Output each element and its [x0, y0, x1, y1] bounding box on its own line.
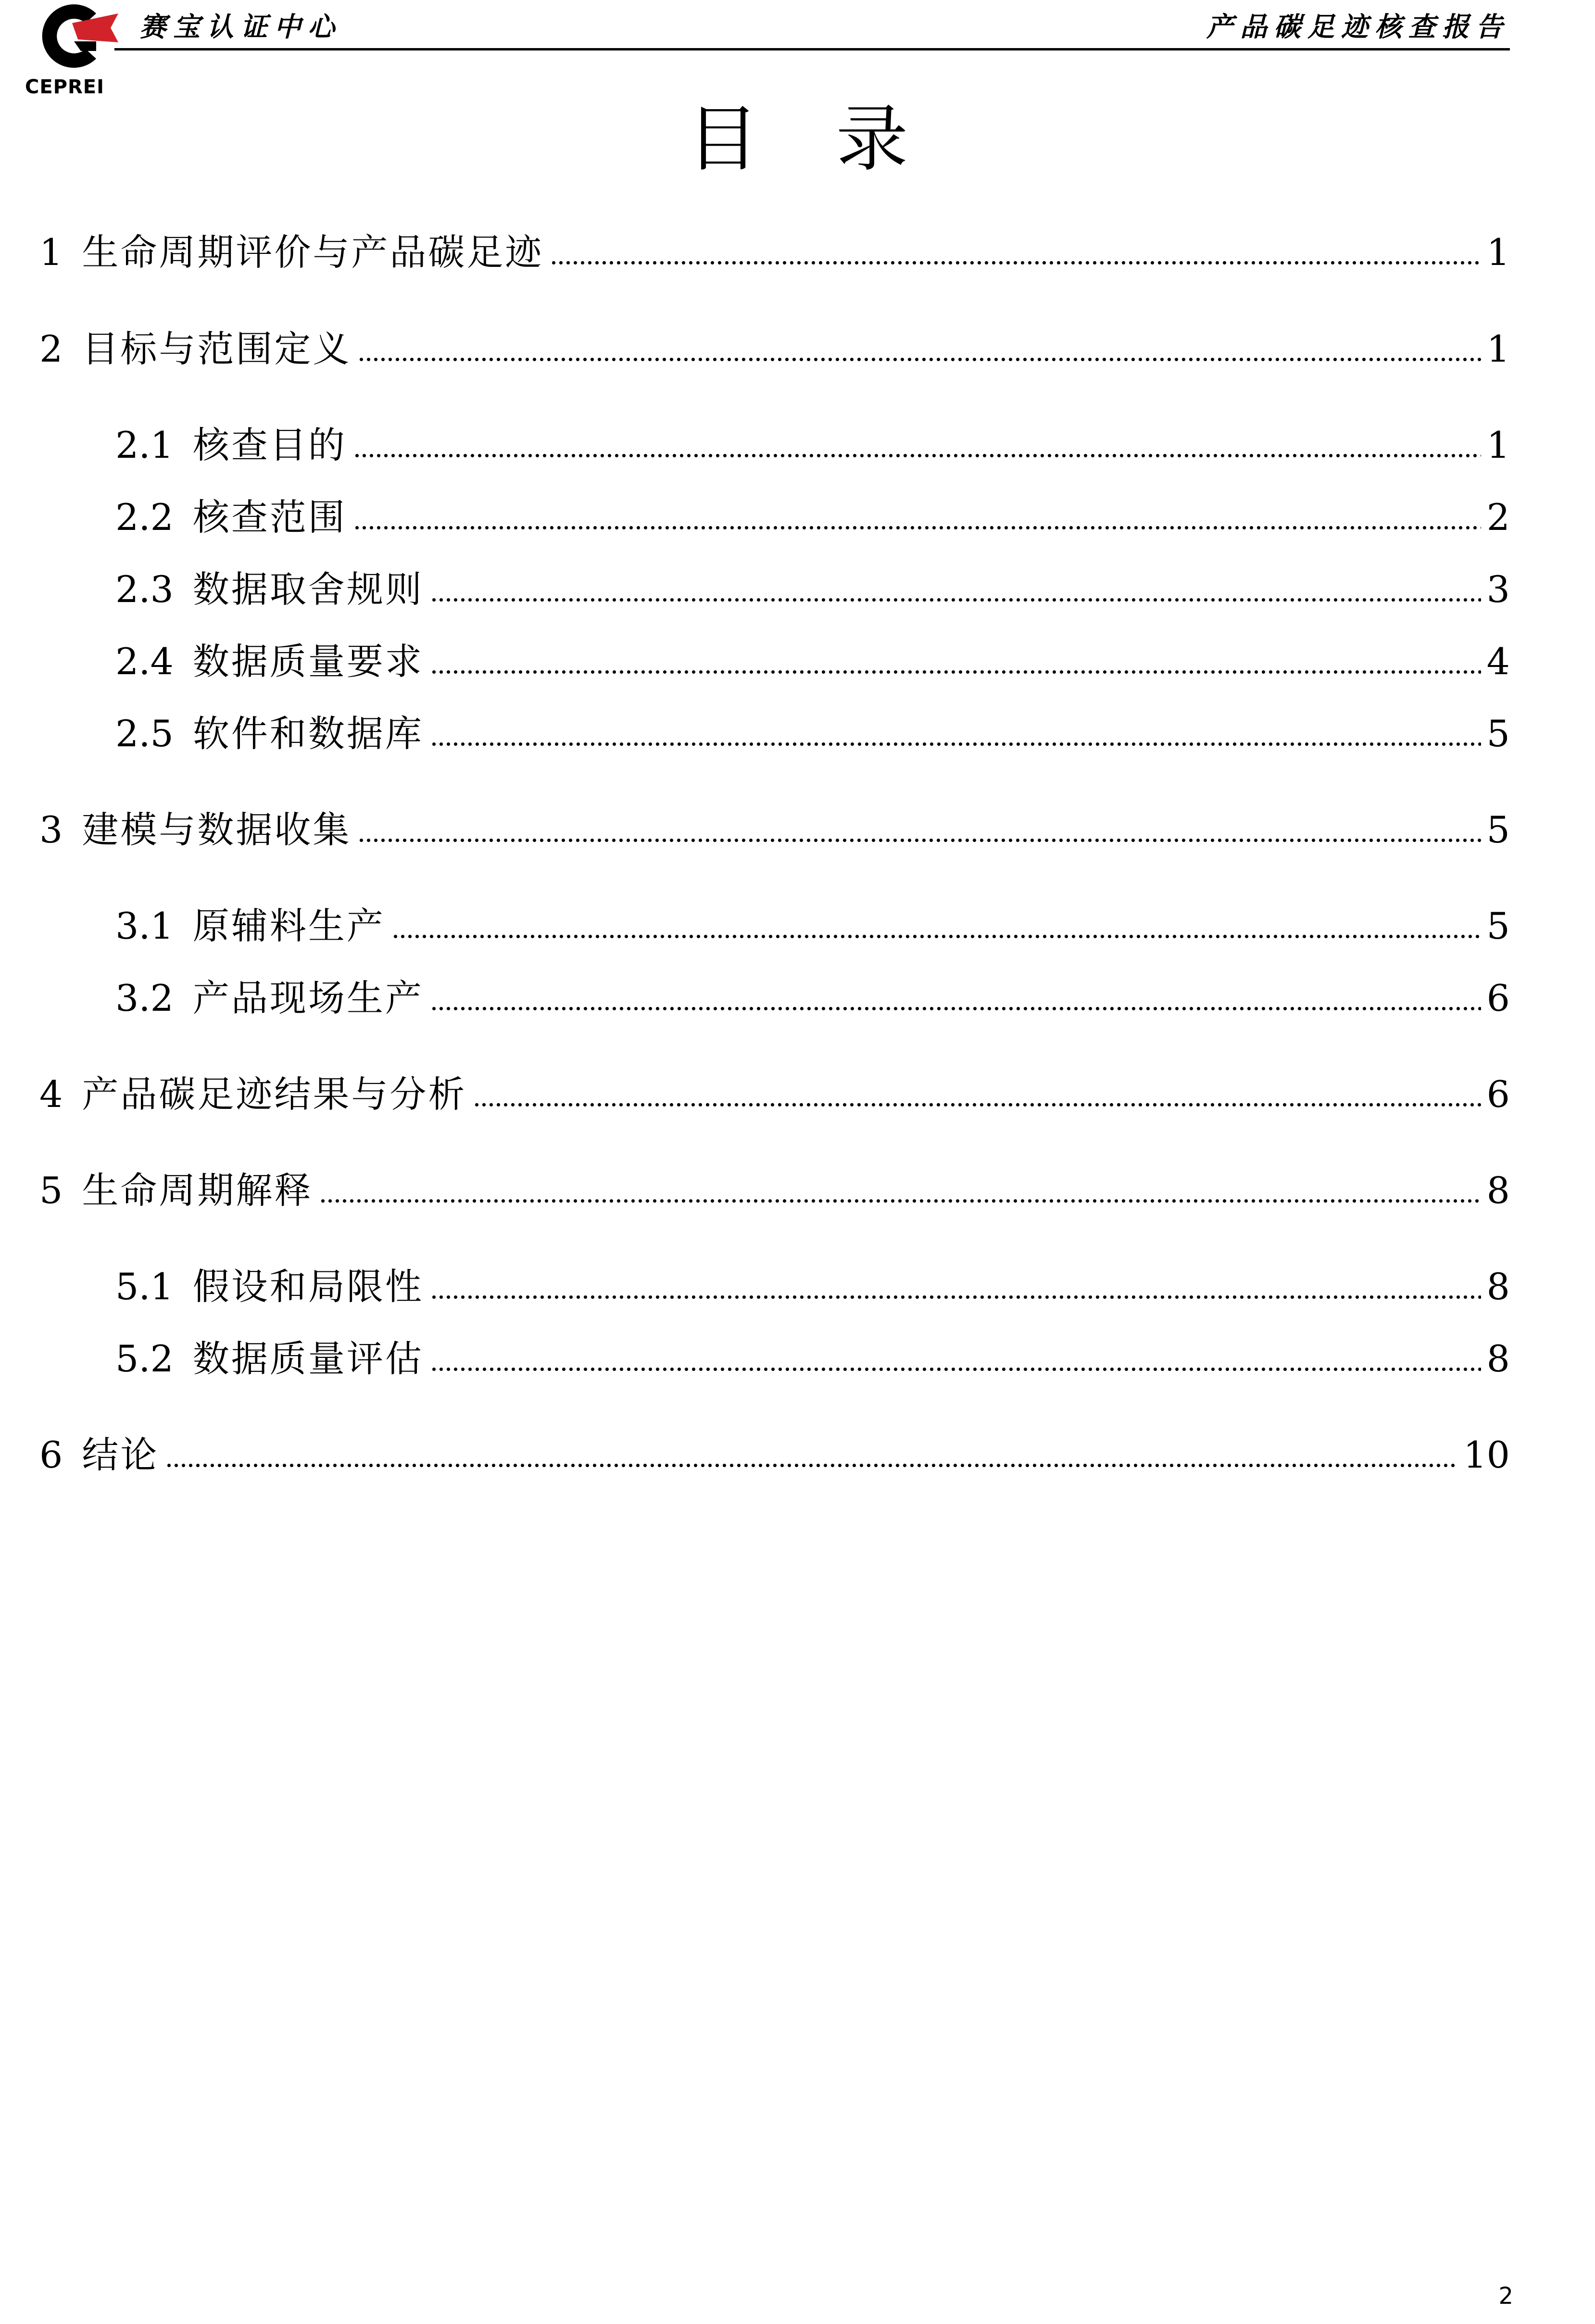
- toc-dot-leader: [319, 1167, 1481, 1215]
- toc-dot-leader: [353, 421, 1481, 469]
- toc-dot-leader: [430, 710, 1481, 758]
- toc-entry-number: 1: [39, 231, 63, 274]
- toc-entry[interactable]: [39, 228, 1510, 276]
- toc-entry-page: 1: [1486, 231, 1510, 274]
- toc-dot-leader: [473, 1070, 1481, 1118]
- toc-entry[interactable]: [115, 421, 1510, 469]
- toc-dot-leader: [392, 902, 1481, 950]
- toc-entry-number: 4: [39, 1073, 63, 1116]
- toc-entry-title: 生命周期解释: [82, 1169, 313, 1212]
- toc-entry-page: 8: [1486, 1337, 1510, 1380]
- toc-entry-title: 产品现场生产: [192, 977, 424, 1019]
- page-number: 2: [1498, 2283, 1513, 2310]
- toc-entry-number: 5.2: [115, 1337, 174, 1380]
- header-divider: [114, 48, 1510, 50]
- toc-entry-title: 数据取舍规则: [192, 568, 424, 611]
- toc-entry-title: 核查范围: [192, 496, 347, 539]
- toc-entry-page: 4: [1486, 640, 1510, 683]
- toc-dot-leader: [358, 806, 1481, 854]
- toc-entry-title: 目标与范围定义: [82, 327, 352, 370]
- ceprei-logo-icon: [24, 0, 120, 72]
- toc-entry[interactable]: [39, 1431, 1510, 1479]
- toc-entry-title: 假设和局限性: [192, 1265, 424, 1308]
- toc-entry-page: 5: [1486, 712, 1510, 755]
- toc-entry-page: 3: [1486, 568, 1510, 611]
- toc-entry-number: 5: [39, 1169, 63, 1212]
- toc-entry-number: 2.1: [115, 424, 174, 466]
- toc-entry[interactable]: [115, 493, 1510, 541]
- toc-entry-page: 6: [1486, 977, 1510, 1019]
- toc-dot-leader: [353, 493, 1481, 541]
- toc-entry-title: 核查目的: [192, 424, 347, 466]
- toc-entry-number: 2.2: [115, 496, 174, 539]
- toc-entry-page: 5: [1486, 904, 1510, 947]
- toc-title: 目录: [687, 98, 985, 181]
- toc-dot-leader: [430, 974, 1481, 1022]
- toc-dot-leader: [165, 1431, 1457, 1479]
- toc-entry-number: 5.1: [115, 1265, 174, 1308]
- toc-entry[interactable]: [39, 1070, 1510, 1118]
- toc-dot-leader: [430, 565, 1481, 614]
- header-organization: 赛宝认证中心: [139, 12, 341, 43]
- toc-entry-title: 原辅料生产: [192, 904, 385, 947]
- toc-entry-title: 数据质量要求: [192, 640, 424, 683]
- toc-entry-title: 生命周期评价与产品碳足迹: [82, 231, 544, 274]
- toc-entry-title: 产品碳足迹结果与分析: [82, 1073, 467, 1116]
- header-report-title: 产品碳足迹核查报告: [1206, 12, 1509, 43]
- toc-entry[interactable]: [115, 1335, 1510, 1383]
- logo-text: CEPREI: [25, 76, 105, 98]
- toc-entry-page: 8: [1486, 1169, 1510, 1212]
- toc-entry-number: 3.2: [115, 977, 174, 1019]
- ceprei-logo: [19, 0, 135, 103]
- toc-entry-title: 数据质量评估: [192, 1337, 424, 1380]
- toc-entry[interactable]: [115, 902, 1510, 950]
- toc-entry[interactable]: [115, 1263, 1510, 1311]
- toc-entry[interactable]: [115, 710, 1510, 758]
- toc-dot-leader: [430, 1263, 1481, 1311]
- toc-entry-number: 3.1: [115, 904, 174, 947]
- toc-entry-page: 2: [1486, 496, 1510, 539]
- toc-entry-number: 2.5: [115, 712, 174, 755]
- toc-entry-page: 5: [1486, 808, 1510, 851]
- toc-dot-leader: [430, 638, 1481, 686]
- toc-entry-page: 8: [1486, 1265, 1510, 1308]
- toc-entry-number: 6: [39, 1433, 63, 1476]
- toc-entry-number: 2.3: [115, 568, 174, 611]
- toc-entry[interactable]: [39, 806, 1510, 854]
- toc-entry-page: 10: [1463, 1433, 1510, 1476]
- toc-dot-leader: [358, 325, 1481, 373]
- toc-dot-leader: [430, 1335, 1481, 1383]
- toc-entry-number: 3: [39, 808, 63, 851]
- toc-entry[interactable]: [115, 974, 1510, 1022]
- toc-entry-page: 6: [1486, 1073, 1510, 1116]
- toc-entry[interactable]: [39, 325, 1510, 373]
- toc-entry-title: 软件和数据库: [192, 712, 424, 755]
- toc-entry-number: 2: [39, 327, 63, 370]
- toc-entry-number: 2.4: [115, 640, 174, 683]
- toc-dot-leader: [550, 228, 1481, 276]
- toc-entry[interactable]: [115, 638, 1510, 686]
- toc-entry-page: 1: [1486, 327, 1510, 370]
- toc-entry-page: 1: [1486, 424, 1510, 466]
- toc-entry-title: 结论: [82, 1433, 159, 1476]
- toc-entry[interactable]: [115, 565, 1510, 614]
- toc-entry-title: 建模与数据收集: [82, 808, 352, 851]
- toc-entry[interactable]: [39, 1167, 1510, 1215]
